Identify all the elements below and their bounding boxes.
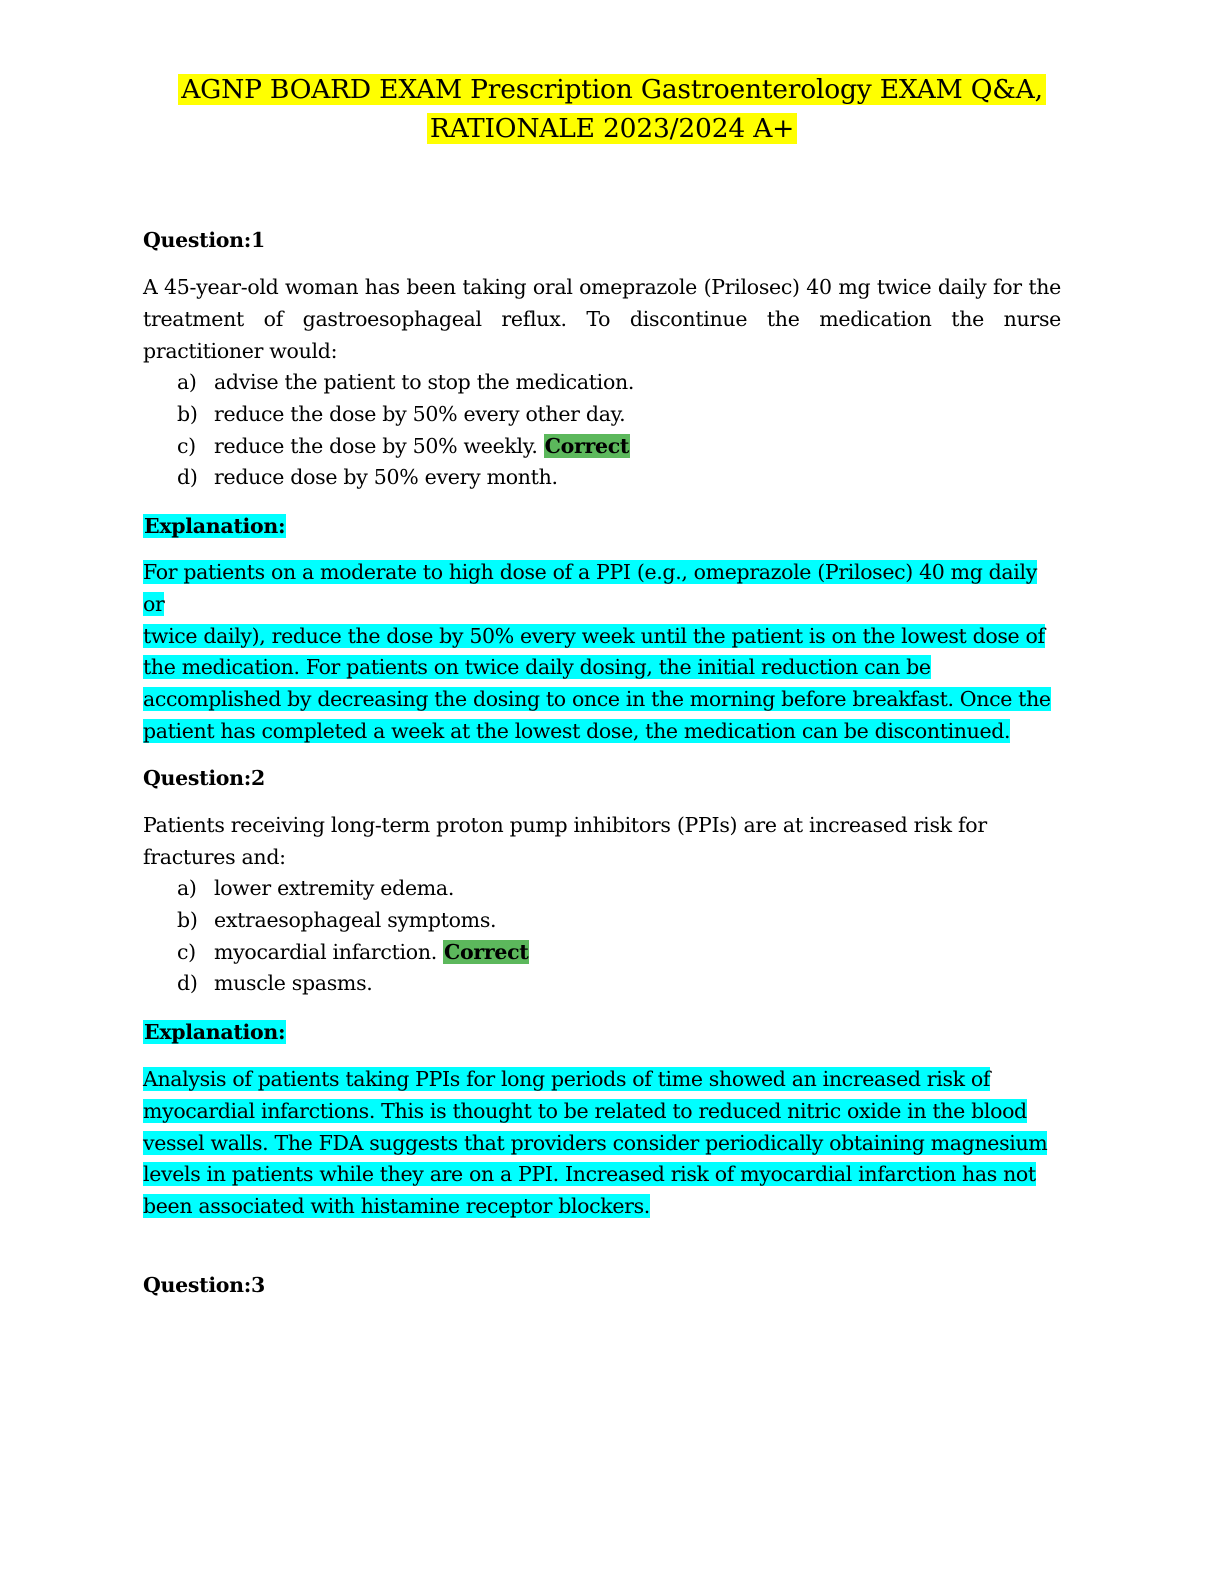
- explanation-heading: [143, 1018, 286, 1046]
- option-letter: c): [177, 939, 196, 964]
- option-text: reduce the dose by 50% every other day.: [214, 401, 626, 426]
- option-text: reduce the dose by 50% weekly.: [214, 433, 538, 458]
- explanation-body: [143, 557, 1063, 748]
- question-heading: Question:3: [143, 1273, 266, 1297]
- explanation-line: twice daily), reduce the dose by 50% every week until the patient is on the lowest dose of: [143, 623, 1045, 648]
- option-text: reduce dose by 50% every month.: [214, 465, 558, 490]
- explanation-line: patient has completed a week at the lowest dose, the medication can be discontinued.: [143, 718, 1011, 743]
- option-letter: a): [177, 876, 197, 900]
- option-text: muscle spasms.: [214, 971, 373, 996]
- option-letter: d): [177, 465, 198, 490]
- option-letter: d): [177, 971, 198, 996]
- correct-badge: Correct: [544, 433, 630, 458]
- explanation-line: been associated with histamine receptor blockers.: [143, 1194, 650, 1219]
- explanation-line: vessel walls. The FDA suggests that providers consider periodically obtaining magnesium: [143, 1130, 1048, 1155]
- explanation-line: myocardial infarctions. This is thought to be related to reduced nitric oxide in the blood: [143, 1098, 1027, 1123]
- option-text: advise the patient to stop the medication.: [214, 370, 635, 394]
- option-letter: a): [177, 370, 197, 394]
- option-text: lower extremity edema.: [214, 876, 455, 900]
- explanation-heading: [143, 512, 286, 540]
- question-stem: Patients receiving long-term proton pump inhibitors (PPIs) are at increased risk for fractures and:: [143, 813, 987, 869]
- explanation-line: Analysis of patients taking PPIs for long periods of time showed an increased risk of: [143, 1067, 991, 1091]
- explanation-line: the medication. For patients on twice daily dosing, the initial reduction can be: [143, 655, 931, 680]
- answer-option: [177, 873, 529, 905]
- answer-option: [177, 937, 529, 969]
- correct-badge: Correct: [443, 939, 529, 964]
- answer-option: [177, 367, 634, 399]
- answer-options: [177, 367, 634, 494]
- option-letter: b): [177, 907, 198, 932]
- document-title: [100, 70, 1124, 148]
- option-letter: c): [177, 433, 196, 458]
- explanation-body: [143, 1064, 1063, 1223]
- answer-option: [177, 399, 634, 431]
- explanation-line: levels in patients while they are on a PPI. Increased risk of myocardial infarction has not: [143, 1162, 1036, 1187]
- option-letter: b): [177, 401, 198, 426]
- answer-option: [177, 968, 529, 1000]
- explanation-line: accomplished by decreasing the dosing to once in the morning before breakfast. Once the: [143, 687, 1051, 712]
- answer-options: [177, 873, 529, 1000]
- option-text: myocardial infarction.: [214, 939, 437, 964]
- title-line-2: RATIONALE 2023/2024 A+: [427, 113, 797, 144]
- answer-option: [177, 905, 529, 937]
- explanation-heading-text: Explanation:: [144, 1020, 286, 1044]
- question-heading: Question:1: [143, 228, 266, 252]
- explanation-line: For patients on a moderate to high dose of a PPI (e.g., omeprazole (Prilosec) 40 mg daily or: [143, 560, 1037, 616]
- answer-option: [177, 462, 634, 494]
- explanation-heading-text: Explanation:: [144, 514, 286, 538]
- question-heading: Question:2: [143, 766, 266, 790]
- answer-option: [177, 431, 634, 463]
- option-text: extraesophageal symptoms.: [214, 907, 497, 932]
- question-stem: A 45-year-old woman has been taking oral omeprazole (Prilosec) 40 mg twice daily for the treatment of gastroesophageal reflux. To discontinue the medication the nurse practitioner would:: [143, 275, 1061, 363]
- title-line-1: AGNP BOARD EXAM Prescription Gastroenterology EXAM Q&A,: [178, 74, 1046, 105]
